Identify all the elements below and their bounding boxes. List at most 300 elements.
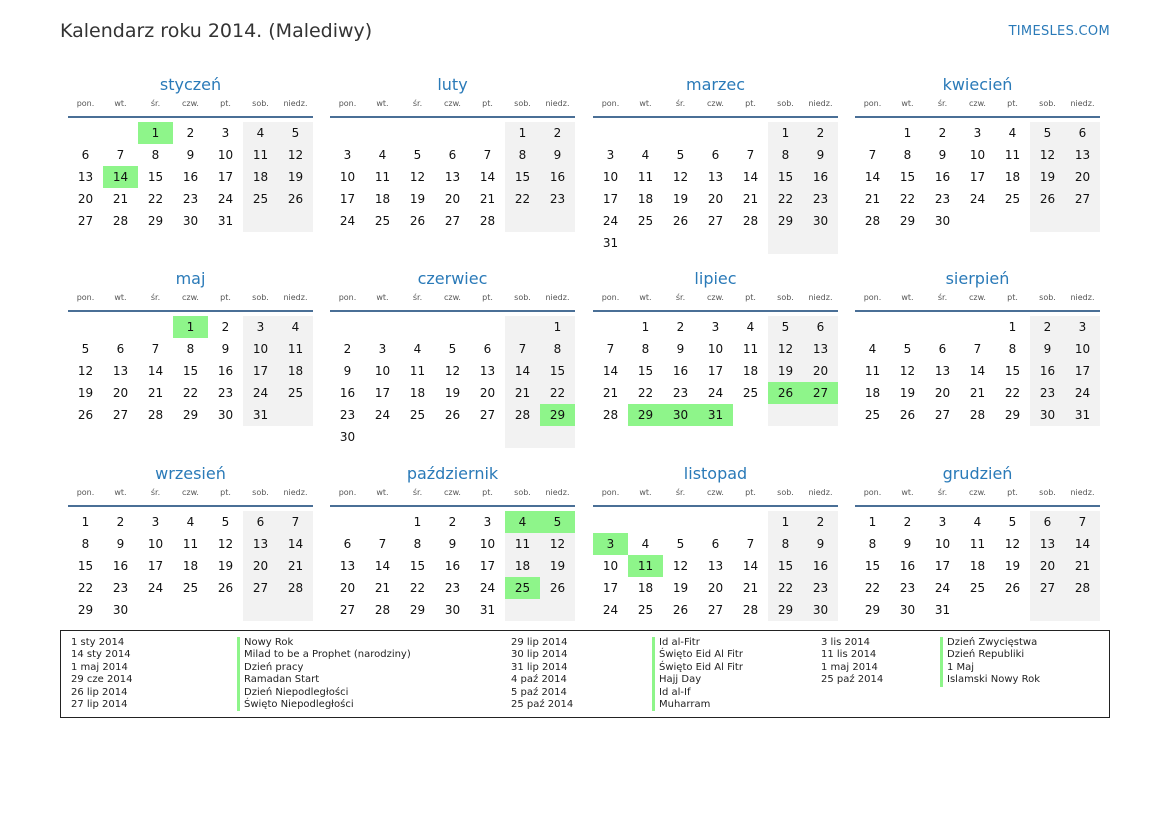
day-cell: 8 [505, 144, 540, 166]
weekday-label: czw. [707, 293, 724, 302]
day-cell: 16 [803, 166, 838, 188]
day-cell: 13 [243, 533, 278, 555]
day-cell: 10 [969, 148, 986, 162]
day-cell: 8 [903, 148, 912, 162]
day-cell: 27 [243, 577, 278, 599]
weekday-label: sob. [252, 488, 269, 497]
holiday-day-cell: 1 [173, 316, 208, 338]
day-cell: 4 [186, 515, 195, 529]
day-cell: 14 [505, 360, 540, 382]
day-cell: 9 [116, 537, 125, 551]
day-cell: 29 [1004, 408, 1021, 422]
legend-date: 3 lis 2014 [821, 637, 870, 648]
day-cell: 12 [409, 170, 426, 184]
holiday-day-cell: 1 [138, 122, 173, 144]
day-cell: 24 [243, 382, 278, 404]
day-cell: 26 [1004, 581, 1021, 595]
day-cell: 4 [641, 148, 650, 162]
day-cell: 31 [1065, 404, 1100, 426]
day-cell: 19 [672, 581, 689, 595]
month-block [330, 268, 575, 444]
day-cell: 14 [1065, 533, 1100, 555]
day-cell: 6 [1030, 511, 1065, 533]
day-cell: 1 [505, 122, 540, 144]
day-cell: 18 [243, 166, 278, 188]
weekend-cell [1065, 599, 1100, 621]
day-cell: 31 [217, 214, 234, 228]
legend-date: 1 maj 2014 [821, 661, 878, 673]
weekday-label: sob. [777, 488, 794, 497]
legend-date: 14 sty 2014 [71, 649, 131, 661]
day-cell: 19 [1004, 559, 1021, 573]
day-cell: 26 [77, 408, 94, 422]
day-cell: 13 [1065, 144, 1100, 166]
weekday-label: pon. [338, 293, 357, 302]
weekday-label: sob. [1039, 293, 1056, 302]
day-cell: 24 [707, 386, 724, 400]
day-cell: 14 [742, 559, 759, 573]
weekday-label: niedz. [283, 293, 308, 302]
day-cell: 28 [1065, 577, 1100, 599]
day-cell: 8 [868, 537, 877, 551]
day-cell: 27 [479, 408, 496, 422]
day-cell: 20 [444, 192, 461, 206]
weekend-cell [768, 232, 803, 254]
month-block [593, 74, 838, 250]
day-cell: 12 [1004, 537, 1021, 551]
day-cell: 6 [938, 342, 947, 356]
day-cell: 16 [803, 555, 838, 577]
day-cell: 23 [339, 408, 356, 422]
day-cell: 22 [637, 386, 654, 400]
day-cell: 13 [339, 559, 356, 573]
day-cell: 20 [1065, 166, 1100, 188]
day-cell: 20 [707, 581, 724, 595]
day-cell: 9 [540, 144, 575, 166]
day-cell: 9 [343, 364, 352, 378]
day-cell: 20 [1030, 555, 1065, 577]
weekday-label: niedz. [808, 293, 833, 302]
day-cell: 26 [278, 188, 313, 210]
day-cell: 10 [479, 537, 496, 551]
month-name: luty [437, 75, 468, 94]
weekday-label: czw. [444, 99, 461, 108]
day-cell: 1 [903, 126, 912, 140]
weekday-label: czw. [969, 488, 986, 497]
day-cell: 9 [903, 537, 912, 551]
day-cell: 31 [479, 603, 496, 617]
day-cell: 29 [182, 408, 199, 422]
day-cell: 26 [444, 408, 461, 422]
day-cell: 15 [505, 166, 540, 188]
weekday-header [593, 290, 838, 312]
day-cell: 28 [864, 214, 881, 228]
day-cell: 25 [1004, 192, 1021, 206]
day-cell: 29 [409, 603, 426, 617]
day-cell: 25 [409, 408, 426, 422]
day-cell: 30 [339, 430, 356, 444]
day-cell: 29 [768, 599, 803, 621]
day-cell: 13 [77, 170, 94, 184]
day-cell: 19 [540, 555, 575, 577]
weekday-label: czw. [444, 488, 461, 497]
day-cell: 24 [969, 192, 986, 206]
day-cell: 1 [768, 122, 803, 144]
day-cell: 9 [803, 144, 838, 166]
month-block [855, 74, 1100, 250]
day-cell: 10 [602, 170, 619, 184]
weekday-header [855, 485, 1100, 507]
weekday-label: śr. [150, 488, 161, 497]
day-cell: 29 [864, 603, 881, 617]
day-cell: 6 [343, 537, 352, 551]
day-cell: 1 [81, 515, 90, 529]
weekday-label: wt. [639, 99, 652, 108]
day-cell: 7 [378, 537, 387, 551]
weekday-label: pon. [601, 488, 620, 497]
day-cell: 30 [899, 603, 916, 617]
day-cell: 9 [448, 537, 457, 551]
day-cell: 24 [602, 603, 619, 617]
day-cell: 30 [217, 408, 234, 422]
weekend-cell [1030, 210, 1065, 232]
day-cell: 8 [81, 537, 90, 551]
days-grid [593, 118, 838, 250]
weekday-label: wt. [901, 293, 914, 302]
legend-date: 25 paź 2014 [511, 699, 574, 711]
day-cell: 13 [112, 364, 129, 378]
day-cell: 14 [602, 364, 619, 378]
days-grid [855, 118, 1100, 250]
legend-date: 26 lip 2014 [71, 686, 128, 698]
day-cell: 8 [540, 338, 575, 360]
day-cell: 18 [374, 192, 391, 206]
day-cell: 13 [1030, 533, 1065, 555]
day-cell: 11 [374, 170, 391, 184]
weekend-cell [803, 232, 838, 254]
day-cell: 14 [479, 170, 496, 184]
weekday-label: niedz. [283, 488, 308, 497]
month-name: grudzień [942, 464, 1013, 483]
weekday-label: czw. [182, 293, 199, 302]
weekday-label: pon. [338, 488, 357, 497]
legend-holiday-name: 1 Maj [940, 662, 1040, 674]
holiday-day-cell: 27 [803, 382, 838, 404]
day-cell: 24 [1065, 382, 1100, 404]
legend-dates-col-1 [71, 637, 132, 711]
day-cell: 11 [409, 364, 426, 378]
day-cell: 28 [969, 408, 986, 422]
day-cell: 22 [899, 192, 916, 206]
day-cell: 28 [278, 577, 313, 599]
day-cell: 26 [672, 603, 689, 617]
day-cell: 19 [672, 192, 689, 206]
day-cell: 12 [672, 559, 689, 573]
holiday-day-cell: 4 [505, 511, 540, 533]
month-block [68, 268, 313, 444]
day-cell: 22 [147, 192, 164, 206]
day-cell: 12 [540, 533, 575, 555]
day-cell: 16 [672, 364, 689, 378]
weekday-label: pt. [1007, 488, 1018, 497]
day-cell: 21 [479, 192, 496, 206]
day-cell: 27 [707, 603, 724, 617]
day-cell: 11 [243, 144, 278, 166]
legend-date: 27 lip 2014 [71, 699, 128, 711]
days-grid [593, 312, 838, 444]
day-cell: 4 [378, 148, 387, 162]
holiday-day-cell: 14 [103, 166, 138, 188]
day-cell: 25 [243, 188, 278, 210]
weekend-cell [243, 210, 278, 232]
day-cell: 17 [1065, 360, 1100, 382]
weekend-cell [278, 599, 313, 621]
day-cell: 7 [505, 338, 540, 360]
day-cell: 28 [602, 408, 619, 422]
day-cell: 27 [934, 408, 951, 422]
day-cell: 28 [147, 408, 164, 422]
weekday-label: pon. [863, 488, 882, 497]
weekday-header [855, 96, 1100, 118]
weekday-label: sob. [777, 99, 794, 108]
day-cell: 21 [742, 581, 759, 595]
month-name: maj [175, 269, 206, 288]
day-cell: 9 [221, 342, 230, 356]
legend-date: 31 lip 2014 [511, 661, 568, 673]
weekday-label: czw. [707, 99, 724, 108]
day-cell: 25 [637, 603, 654, 617]
day-cell: 9 [186, 148, 195, 162]
day-cell: 2 [903, 515, 912, 529]
days-grid [68, 312, 313, 444]
page-title: Kalendarz roku 2014. (Malediwy) [60, 20, 373, 42]
day-cell: 19 [768, 360, 803, 382]
day-cell: 7 [278, 511, 313, 533]
day-cell: 8 [641, 342, 650, 356]
day-cell: 28 [742, 603, 759, 617]
days-grid [68, 507, 313, 639]
day-cell: 6 [81, 148, 90, 162]
day-cell: 15 [77, 559, 94, 573]
day-cell: 21 [969, 386, 986, 400]
day-cell: 2 [803, 511, 838, 533]
day-cell: 5 [1008, 515, 1017, 529]
day-cell: 24 [217, 192, 234, 206]
weekday-label: pt. [220, 488, 231, 497]
month-name: październik [406, 464, 499, 483]
weekday-label: pon. [863, 293, 882, 302]
day-cell: 10 [1065, 338, 1100, 360]
day-cell: 6 [243, 511, 278, 533]
day-cell: 7 [746, 148, 755, 162]
day-cell: 27 [77, 214, 94, 228]
day-cell: 28 [479, 214, 496, 228]
day-cell: 11 [505, 533, 540, 555]
month-block [855, 463, 1100, 639]
day-cell: 3 [243, 316, 278, 338]
day-cell: 2 [448, 515, 457, 529]
day-cell: 21 [864, 192, 881, 206]
holiday-day-cell: 3 [593, 533, 628, 555]
weekday-label: niedz. [1070, 99, 1095, 108]
day-cell: 11 [742, 342, 759, 356]
weekday-label: wt. [639, 293, 652, 302]
day-cell: 20 [934, 386, 951, 400]
weekday-label: śr. [675, 488, 686, 497]
day-cell: 7 [973, 342, 982, 356]
day-cell: 21 [112, 192, 129, 206]
day-cell: 23 [182, 192, 199, 206]
day-cell: 18 [409, 386, 426, 400]
day-cell: 22 [768, 577, 803, 599]
day-cell: 16 [540, 166, 575, 188]
weekday-label: sob. [252, 99, 269, 108]
day-cell: 18 [505, 555, 540, 577]
day-cell: 16 [217, 364, 234, 378]
day-cell: 23 [444, 581, 461, 595]
legend-names-col-3 [940, 637, 1040, 687]
day-cell: 13 [444, 170, 461, 184]
day-cell: 20 [479, 386, 496, 400]
day-cell: 23 [803, 577, 838, 599]
weekday-label: pon. [863, 99, 882, 108]
weekday-label: wt. [901, 99, 914, 108]
day-cell: 23 [803, 188, 838, 210]
holiday-day-cell: 30 [663, 404, 698, 426]
day-cell: 22 [505, 188, 540, 210]
weekday-label: pon. [601, 99, 620, 108]
month-block [855, 268, 1100, 444]
day-cell: 15 [899, 170, 916, 184]
day-cell: 14 [969, 364, 986, 378]
holiday-day-cell: 29 [628, 404, 663, 426]
day-cell: 4 [746, 320, 755, 334]
day-cell: 16 [934, 170, 951, 184]
day-cell: 17 [707, 364, 724, 378]
day-cell: 19 [278, 166, 313, 188]
weekday-label: sob. [1039, 488, 1056, 497]
legend-holiday-name: Dzień pracy [237, 662, 411, 674]
day-cell: 25 [864, 408, 881, 422]
day-cell: 13 [479, 364, 496, 378]
day-cell: 15 [768, 555, 803, 577]
days-grid [330, 118, 575, 250]
weekday-label: niedz. [545, 99, 570, 108]
day-cell: 22 [77, 581, 94, 595]
days-grid [330, 507, 575, 639]
weekday-label: niedz. [545, 293, 570, 302]
weekday-label: śr. [937, 99, 948, 108]
brand-link[interactable]: TIMESLES.COM [1008, 24, 1110, 39]
day-cell: 23 [672, 386, 689, 400]
day-cell: 25 [742, 386, 759, 400]
weekday-label: pt. [482, 99, 493, 108]
weekday-label: śr. [150, 293, 161, 302]
day-cell: 25 [637, 214, 654, 228]
day-cell: 10 [374, 364, 391, 378]
day-cell: 11 [1004, 148, 1021, 162]
legend-holiday-name: Muharram [652, 699, 743, 711]
legend-names-col-1 [237, 637, 411, 711]
day-cell: 1 [868, 515, 877, 529]
weekday-label: pt. [1007, 99, 1018, 108]
day-cell: 2 [540, 122, 575, 144]
day-cell: 18 [742, 364, 759, 378]
day-cell: 10 [217, 148, 234, 162]
day-cell: 7 [116, 148, 125, 162]
day-cell: 24 [147, 581, 164, 595]
day-cell: 20 [803, 360, 838, 382]
day-cell: 1 [540, 316, 575, 338]
weekend-cell [505, 316, 540, 338]
day-cell: 22 [409, 581, 426, 595]
day-cell: 4 [243, 122, 278, 144]
weekday-label: pt. [1007, 293, 1018, 302]
weekday-label: pon. [601, 293, 620, 302]
day-cell: 21 [742, 192, 759, 206]
day-cell: 21 [147, 386, 164, 400]
day-cell: 10 [602, 559, 619, 573]
holiday-day-cell: 5 [540, 511, 575, 533]
holiday-day-cell: 31 [698, 404, 733, 426]
day-cell: 5 [413, 148, 422, 162]
day-cell: 6 [448, 148, 457, 162]
day-cell: 15 [540, 360, 575, 382]
day-cell: 10 [934, 537, 951, 551]
day-cell: 5 [768, 316, 803, 338]
legend-dates-col-2 [511, 637, 573, 711]
day-cell: 5 [81, 342, 90, 356]
day-cell: 20 [112, 386, 129, 400]
weekday-label: śr. [937, 488, 948, 497]
weekday-label: czw. [182, 99, 199, 108]
legend-holiday-name: Dzień Niepodległości [237, 687, 411, 699]
weekday-label: wt. [639, 488, 652, 497]
day-cell: 12 [899, 364, 916, 378]
day-cell: 18 [182, 559, 199, 573]
day-cell: 12 [278, 144, 313, 166]
weekday-label: pt. [482, 293, 493, 302]
holiday-legend [60, 630, 1110, 718]
day-cell: 23 [112, 581, 129, 595]
day-cell: 28 [742, 214, 759, 228]
weekend-cell [505, 210, 540, 232]
day-cell: 1 [768, 511, 803, 533]
day-cell: 19 [217, 559, 234, 573]
weekday-label: sob. [252, 293, 269, 302]
day-cell: 6 [1065, 122, 1100, 144]
day-cell: 28 [112, 214, 129, 228]
day-cell: 4 [278, 316, 313, 338]
month-name: wrzesień [155, 464, 226, 483]
day-cell: 23 [1030, 382, 1065, 404]
day-cell: 2 [938, 126, 947, 140]
weekend-cell [540, 426, 575, 448]
day-cell: 21 [505, 382, 540, 404]
day-cell: 30 [182, 214, 199, 228]
weekday-label: czw. [969, 99, 986, 108]
day-cell: 31 [934, 603, 951, 617]
day-cell: 3 [378, 342, 387, 356]
day-cell: 30 [1030, 404, 1065, 426]
weekday-label: pt. [745, 99, 756, 108]
weekday-header [330, 290, 575, 312]
month-name: czerwiec [417, 269, 488, 288]
day-cell: 5 [278, 122, 313, 144]
day-cell: 30 [444, 603, 461, 617]
day-cell: 2 [221, 320, 230, 334]
day-cell: 12 [444, 364, 461, 378]
